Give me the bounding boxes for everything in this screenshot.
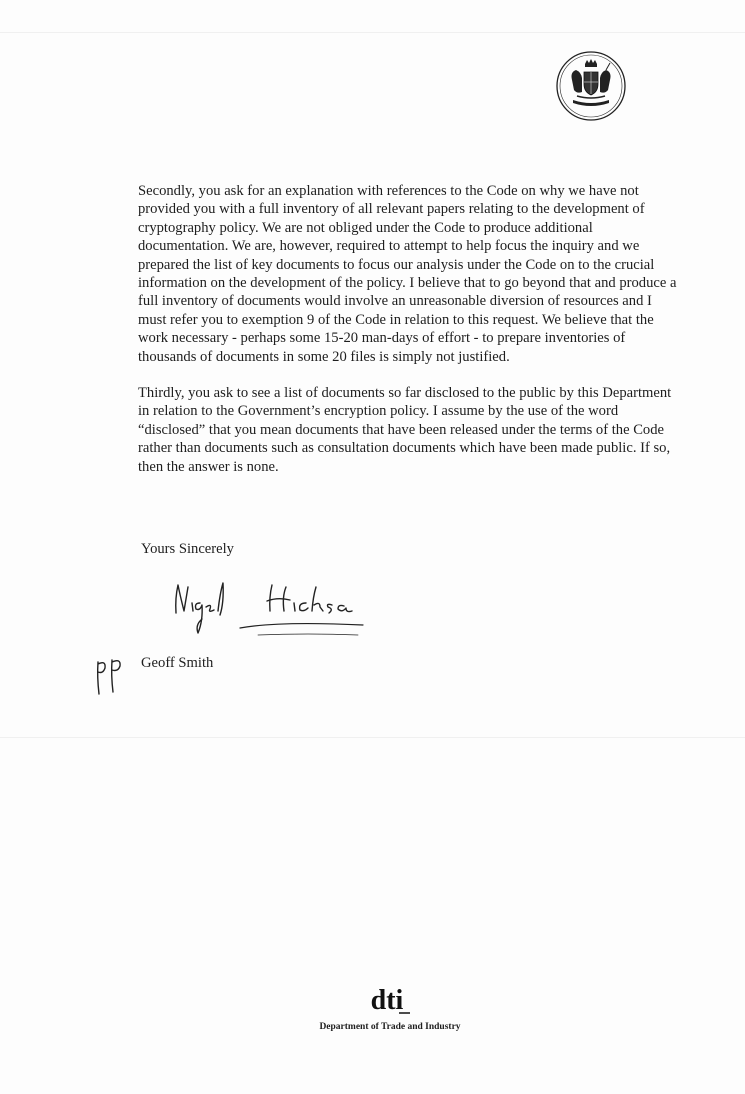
svg-text:dti: dti xyxy=(370,985,404,1016)
paragraph-thirdly: Thirdly, you ask to see a list of documents so far disclosed to the public by this Department in relation to the Government’s encryption policy. I assume by the use of the word “disclosed” that you mean documents that have been released under the terms of the Code rather than documents such as consultation documents which have been made public. If so, then the answer is none. xyxy=(138,385,672,475)
letter-body xyxy=(138,182,678,494)
signatory-name: Geoff Smith xyxy=(141,655,214,671)
closing-salutation: Yours Sincerely xyxy=(141,541,234,557)
fold-line-top xyxy=(0,32,745,33)
dti-logo xyxy=(352,985,422,1021)
handwritten-signature xyxy=(168,573,383,653)
paragraph-secondly: Secondly, you ask for an explanation with references to the Code on why we have not provided you with a full inventory of all relevant papers relating to the development of cryptography policy. We are not obliged under the Code to produce additional documentation. We are, however, required to attempt to help focus the inquiry and we prepared the list of key documents to focus our analysis under the Code on to the crucial information on the development of the policy. I believe that to go beyond that and produce a full inventory of documents would involve an unreasonable diversion of resources and I must refer you to exemption 9 of the Code in relation to this request. We believe that the work necessary - perhaps some 15-20 man-days of effort - to prepare inventories of thousands of documents in some 20 files is simply not justified. xyxy=(138,183,677,365)
footer-department-name: Department of Trade and Industry xyxy=(319,1022,461,1032)
royal-coat-of-arms-icon xyxy=(555,50,627,122)
pp-handwritten-mark xyxy=(92,652,128,697)
fold-line-middle xyxy=(0,737,745,738)
